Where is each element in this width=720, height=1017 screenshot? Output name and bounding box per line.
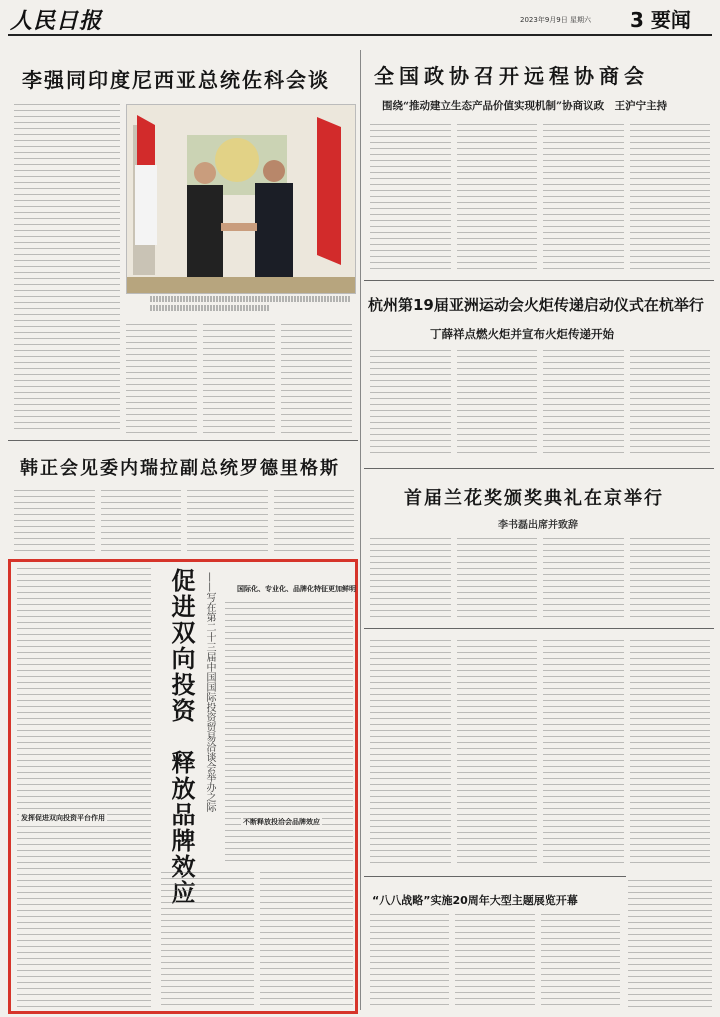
feature-body-bottom [161,872,353,1008]
news-photo [126,104,356,294]
newspaper-logo: 人民日报 [10,8,103,34]
feature-subhead: ——写在第二十三届中国国际投资贸易洽谈会举办之际 [204,572,215,812]
column-divider [360,50,361,1010]
feature-body-left [17,568,151,1008]
li-qiang-body-top [14,104,120,434]
feature-section-1: 国际化、专业化、品牌化特征更加鲜明 [237,584,356,593]
issue-date: 2023年9月9日 星期六 [520,16,591,24]
headline-cppcc[interactable]: 全国政协召开远程协商会 [374,64,649,88]
cppcc-subhead: 围绕“推动建立生态产品价值实现机制”协商议政 王沪宁主持 [382,100,668,112]
rule-3 [364,468,714,469]
commentary-body-end [628,880,712,1010]
headline-orchid[interactable]: 首届兰花奖颁奖典礼在京举行 [404,488,664,509]
commentary-body [370,640,710,868]
masthead-rule [8,34,712,36]
masthead [0,0,720,36]
headline-han-zheng[interactable]: 韩正会见委内瑞拉副总统罗德里格斯 [20,458,340,479]
orchid-body [370,538,710,618]
rule-5 [364,876,626,877]
rule-1 [8,440,358,441]
feature-section-2: 发挥促进双向投资平台作用 [21,813,105,822]
han-zheng-body [14,490,354,552]
headline-hangzhou[interactable]: 杭州第19届亚洲运动会火炬传递启动仪式在杭举行 [368,296,704,314]
headline-li-qiang[interactable]: 李强同印度尼西亚总统佐科会谈 [22,68,330,92]
cppcc-body [370,124,710,272]
hangzhou-body [370,350,710,458]
hangzhou-subhead: 丁薛祥点燃火炬并宣布火炬传递开始 [430,327,614,341]
photo-caption [150,296,350,311]
li-qiang-body-bottom [126,324,352,434]
exhibit-body [370,914,620,1010]
rule-4 [364,628,714,629]
orchid-byline: 李书磊出席并致辞 [498,520,578,531]
feature-headline[interactable]: 促进双向投资 释放品牌效应 [167,568,196,906]
meeting-photo [127,105,355,293]
headline-exhibit[interactable]: “八八战略”实施20周年大型主题展览开幕 [372,894,578,907]
rule-2 [364,280,714,281]
feature-story [8,559,358,1014]
page-label: 3 要闻 [630,8,691,32]
feature-section-3: 不断释放投洽会品牌效应 [243,817,320,826]
